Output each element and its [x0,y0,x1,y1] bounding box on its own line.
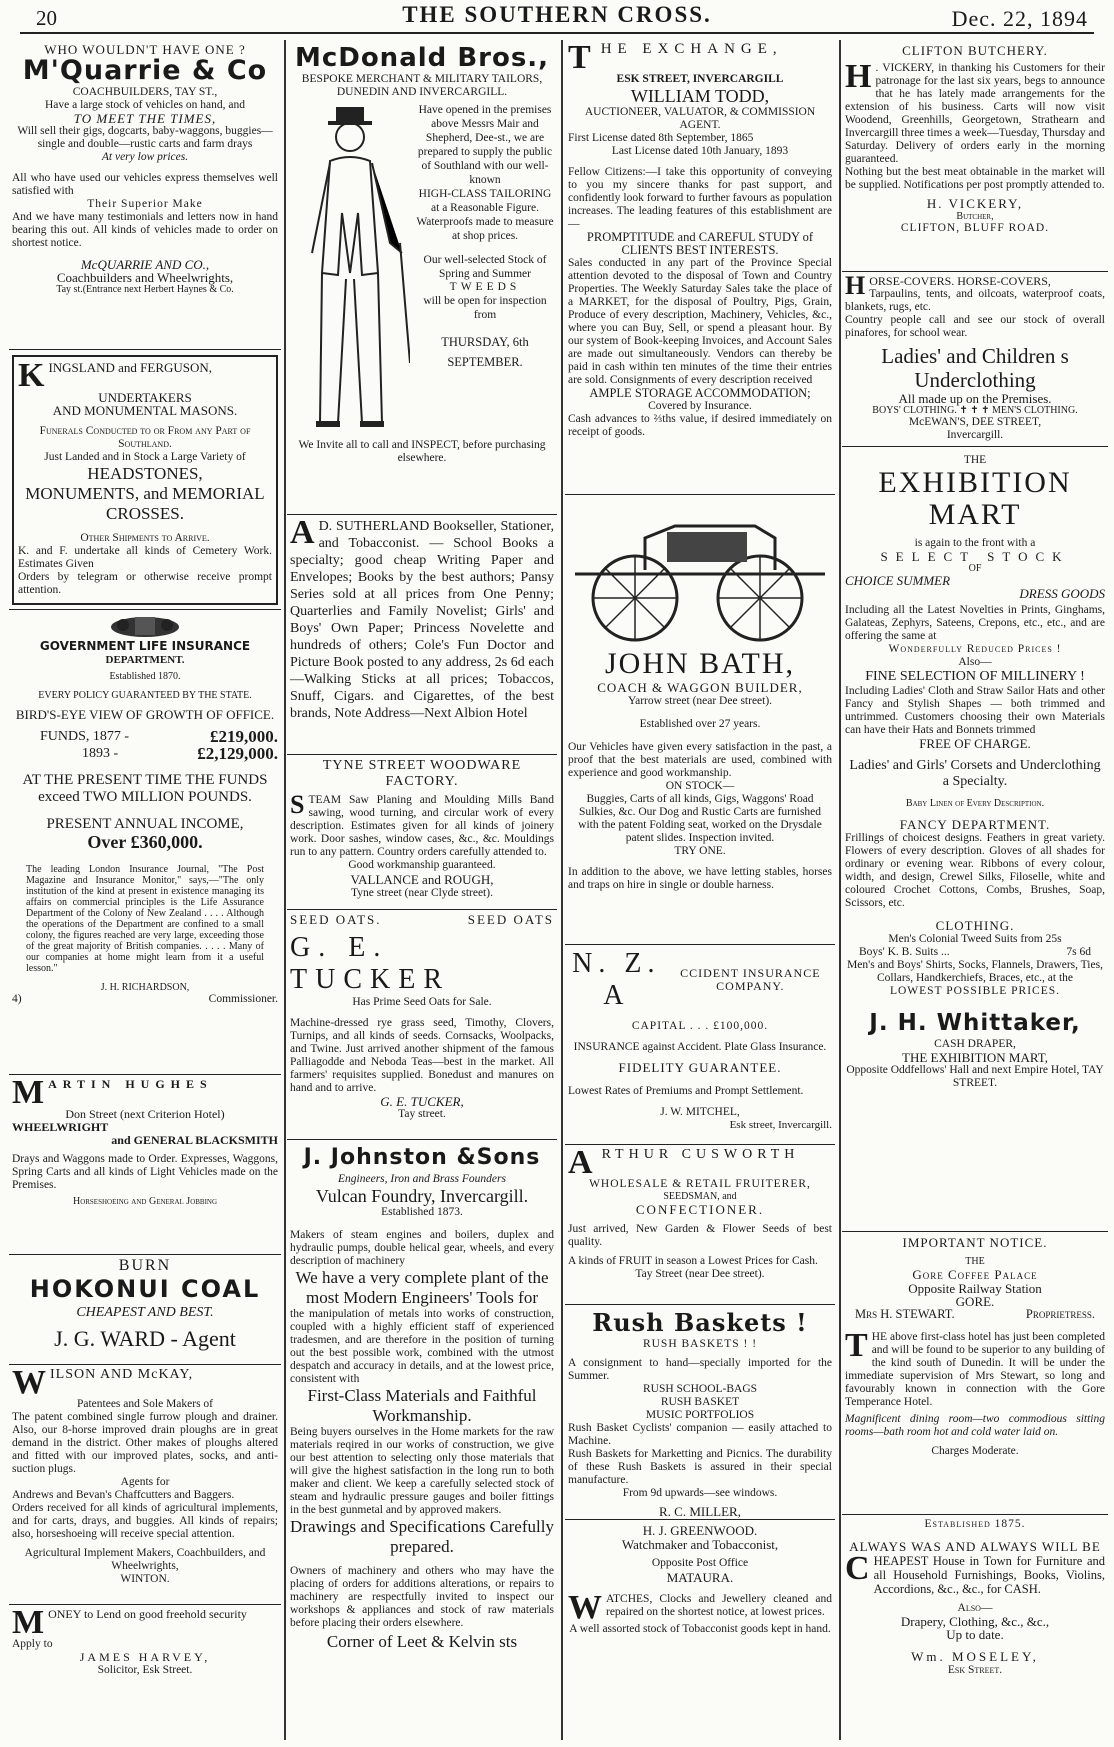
ad-text: MATAURA. [666,1570,734,1585]
price-value: 7s 6d [1066,946,1091,958]
ad-text: SEEDSMAN, and [663,1191,737,1202]
ad-text: Apply to [12,1638,53,1650]
drop-cap: A [568,1145,598,1181]
ad-text: BIRD'S-EYE VIEW OF GROWTH OF OFFICE. [15,707,275,722]
ad-headline: IMPORTANT NOTICE. [902,1235,1048,1250]
ad-text: AUCTIONEER, VALUATOR, & COMMISSION AGENT. [584,106,816,131]
ad-text: Drawings and Specifications Carefully prepared. [290,1517,554,1556]
drop-cap: M [12,1605,45,1641]
ad-tagline: CHEAPEST AND BEST. [76,1305,214,1320]
ad-text: Cash advances to ⅔ths value, if desired immediately on receipt of goods. [568,413,832,438]
ad-sutherland [287,515,557,755]
ad-text: A well assorted stock of Tobacconist goods kept in hand. [569,1623,831,1635]
ad-text: FANCY DEPARTMENT. [899,817,1051,832]
ad-headline: INGSLAND and FERGUSON, [48,360,213,375]
ad-text: In addition to the above, we have letting stables, horses and traps on hire in single or double harness. [568,866,832,891]
ad-text: Frillings of choicest designs. Feathers in great variety. Flowers of every description. Gloves of all shades for ordinary or evening wear. Ribbons of every colour, width, and design, Crewel Silks, Filoselle, white and coloured Crochet Cottons, Combs, Brushes, Soap, Scissors, etc. [845,832,1105,909]
ad-text: Rush Baskets for Marketting and Picnics. The durability of these Rush Baskets is assured in their special manufacture. [568,1448,832,1486]
drop-cap: T [568,40,597,76]
ad-text: Country people call and see our stock of overall pinafores, for school wear. [845,314,1105,339]
ad-text: SELECT STOCK [880,549,1070,564]
ad-text: We Invite all to call and INSPECT, before purchasing elsewhere. [298,439,546,464]
ad-text: Including all the Latest Novelties in Prints, Ginghams, Galateas, Zephyrs, Sateens, Crepons, etc., etc., and are offering the same at [845,604,1105,642]
ad-text: Their Superior Make [87,198,203,210]
ad-text: AT THE PRESENT TIME THE FUNDS exceed TWO MILLION POUNDS. [22,772,268,805]
ad-text: Sales conducted in any part of the Province Special attention devoted to the disposal of Town and Country Properties. The Weekly Saturday Sales take the place of a MARKET, for the disposal of Poultry, Pigs, Grain, Produce of every description, Machinery, Vehicles, &c., where you can Buy, Sell, or spend a pleasant hour. By our system of Book-keeping Invoices, and Account Sales are made out simultaneously. Vendors can thereby be paid in cash within ten minutes of the time their entries are sold. Consignments of every description received [568,257,832,386]
ad-johnston-sons [287,1140,557,1740]
ad-text: Drays and Waggons made to Order. Expresses, Waggons, Spring Carts and all kinds of Light Vehicles made on the Premises. [12,1153,278,1191]
ad-government-life [9,610,281,1075]
ad-text: First License dated 8th September, 1865 [568,132,754,144]
funds-label: 1893 - [82,746,119,761]
ad-exhibition-mart [842,447,1108,1232]
ad-text: DUNEDIN AND INVERCARGILL. [336,86,508,98]
ad-text: And we have many testimonials and letters now in hand bearing this out. All kinds of vehicles made to order on shortest notice. [12,211,278,249]
ad-text: Orders by telegram or otherwise receive prompt attention. [18,571,272,596]
ad-headline: ONEY to Lend on good freehold security [48,1607,247,1621]
ad-address: Tay street. [398,1108,446,1120]
ad-text: Also— [958,656,992,668]
ad-text: TRY ONE. [674,845,726,857]
ad-text: Magnificent dining room—two commodious sitting rooms—bath room hot and cold water laid on. [845,1413,1105,1438]
ad-signature: Wm. MOSELEY, [911,1649,1039,1664]
ad-text: WILLIAM TODD, [630,86,770,106]
drop-cap: S [290,790,305,819]
ad-text: Coachbuilders and Wheelwrights, [56,270,234,285]
ad-nza-insurance [565,945,835,1145]
ad-text: Commissioner. [208,993,278,1005]
ad-text: Established 1870. [109,671,181,682]
ad-text: CCIDENT INSURANCE COMPANY. [680,966,821,993]
ad-text: WINTON. [120,1573,170,1585]
ad-text: CONFECTIONER. [635,1202,765,1217]
ad-text: Orders received for all kinds of agricultural implements, and for carts, drays, and buggies. All kinds of repairs; also, horseshoeing will receive special attention. [12,1502,278,1540]
drop-cap: K [18,357,45,394]
ad-headline: TYNE STREET WOODWARE FACTORY. [322,758,522,789]
ad-text: CHOICE SUMMER [845,573,951,588]
ad-text: All made up on the Premises. [898,391,1052,406]
ad-text: Horseshoeing and General Jobbing [72,1196,218,1207]
ad-text: All who have used our vehicles express themselves well satisfied with [12,172,278,197]
ad-text: Just arrived, New Garden & Flower Seeds of best quality. [568,1223,832,1248]
ad-text: GORE. [955,1294,995,1309]
ad-text: WHEELWRIGHT [12,1120,109,1134]
ad-signature: J. H. RICHARDSON, [100,982,190,993]
ad-text: HIGH-CLASS TAILORING [418,188,552,200]
ad-kingsland [9,350,281,610]
ad-text: MUSIC PORTFOLIOS [645,1409,755,1421]
drop-cap: W [12,1365,46,1401]
ad-text: From 9d upwards—see windows. [622,1487,778,1499]
ad-headline: JOHN BATH, [604,647,795,680]
ad-text: Buggies, Carts of all kinds, Gigs, Waggons' Road Sulkies, &c. Our Dog and Rustic Carts are furnished with the patent Folding seat, worked on the Drysdale patent slides. Inspection invited. [578,793,822,844]
ad-text: BURN [118,1257,172,1274]
ad-text: Our well-selected Stock of Spring and Summer [423,254,547,280]
ad-signature: VALLANCE and ROUGH, [350,872,494,887]
price-label: Boys' K. B. Suits ... [859,946,950,958]
ad-gore-coffee-palace [842,1232,1108,1515]
masthead [20,2,1094,34]
ad-text: TO MEET THE TIMES, [73,111,217,126]
ad-text: Waterproofs made to measure at shop prices. [416,216,554,242]
ad-text: FINE SELECTION OF MILLINERY ! [865,669,1085,684]
ad-mcewans [842,272,1108,447]
ad-address: Esk Street. [947,1664,1003,1676]
ad-text: Opposite Railway Station [908,1281,1042,1296]
ad-address: Esk street, Invercargill. [729,1119,832,1131]
ad-text: BESPOKE MERCHANT & MILITARY TAILORS, [301,73,543,85]
ad-text: Will sell their gigs, dogcarts, baby-waggons, buggies—single and double—rustic carts and farm drays [17,125,273,150]
ad-text: Established over 27 years. [639,718,761,730]
ad-text: Agents for [120,1476,170,1488]
ad-headline: H. J. GREENWOOD. [642,1523,758,1538]
ad-text: Just Landed and in Stock a Large Variety of [44,451,246,463]
ad-address: ESK STREET, INVERCARGILL [616,73,784,85]
ad-text: is again to the front with a [914,537,1036,549]
coat-of-arms-icon [105,613,185,639]
ad-text: WHOLESALE & RETAIL FRUITERER, [589,1178,811,1190]
ad-text: Makers of steam engines and boilers, duplex and hydraulic pumps, double helical gear, wheels, and every description of machinery [290,1229,554,1267]
ad-signature: H. VICKERY, [926,196,1024,211]
ad-signature: J. H. Whittaker, [869,1010,1081,1036]
column-rule [839,40,841,1740]
ad-text: A consignment to hand—specially imported for the Summer. [568,1357,832,1382]
ad-text: INSURANCE against Accident. Plate Glass Insurance. [573,1041,827,1053]
ad-text: Established 1873. [381,1206,463,1218]
ad-text: THE [965,1256,985,1267]
ad-text: UNDERTAKERS [98,390,192,405]
ad-text: At very low prices. [101,151,189,163]
ad-the-exchange [565,40,835,495]
ad-headline: G. E. TUCKER [290,932,450,995]
ad-kicker: WHO WOULDN'T HAVE ONE ? [44,42,246,57]
buggy-illustration-icon [575,498,825,648]
funds-label: FUNDS, 1877 - [40,729,130,744]
ad-text: McEWAN'S, DEE STREET, [908,416,1042,428]
ad-clifton-butchery [842,40,1108,272]
ad-text: Machine-dressed rye grass seed, Timothy, Clovers, Turnips, and all kinds of seeds. Cornsacks, Woolpacks, and Twine. Just arrived another shipment of the famous Palliagodde and Neboda Teas—best in the market. All farmers' requisites supplied. Bonedust and manures on hand and to arrive. [290,1017,554,1094]
ad-text: Our Vehicles have given every satisfaction in the past, a proof that the best materials are used, combined with experience and good workmanship. [568,741,832,779]
ad-headline: M'Quarrie & Co [22,55,268,86]
ad-text: PRESENT ANNUAL INCOME, [46,816,244,832]
ad-text: Men's Colonial Tweed Suits from 25s [888,933,1062,945]
ad-tucker [287,910,557,1140]
ad-text: OF [968,563,982,574]
ad-text: TEAM Saw Planing and Moulding Mills Band sawing, wood turning, and circular work of every description. Estimates given for all kinds of joinery work. Door sashes, window cases, &c., &c. Mouldings run to any pattern. Country orders carefully attended to. [290,794,554,858]
proprietor-name: Mrs H. STEWART. [855,1307,955,1321]
column-rule [561,40,563,1740]
ad-text: Men's and Boys' Shirts, Socks, Flannels, Drawers, Ties, Collars, Handkerchiefs, Braces, etc., at the [847,959,1103,984]
ad-subhead: COACHBUILDERS, TAY ST., [72,86,218,98]
ad-headline: J. Johnston &Sons [303,1145,541,1170]
ad-text: RUSH BASKET [660,1396,740,1408]
ad-text: Funerals Conducted to or From any Part of Southland. [39,425,251,450]
ad-text: PROMPTITUDE and CAREFUL STUDY of CLIENTS BEST INTERESTS. [586,230,814,257]
ad-address: Invercargill. [946,429,1004,441]
ad-martin-hughes [9,1075,281,1255]
ad-text: FIDELITY GUARANTEE. [618,1060,782,1075]
ad-number: 4) [12,993,22,1005]
ad-text: Owners of machinery and others who may have the placing of orders for additions alterations, or repairs to machinery are respectfully invited to inspect our workshops & appliances and stock of raw materials before placing their orders elsewhere. [290,1565,554,1629]
column-1 [9,40,281,1740]
ad-text: HE above first-class hotel has just been completed and will be found to be superior to any building of the kind south of Dunedin. It will be under the immediate supervision of Mrs Stewart, so long and favourably known in connection with the Gore Temperance Hotel. [845,1331,1105,1408]
drop-cap: W [568,1589,602,1626]
ad-signature: R. C. MILLER, [659,1504,741,1519]
ad-greenwood [565,1520,835,1700]
funds-value: £219,000. [210,727,278,746]
ad-headline: N. Z. A [572,948,661,1011]
ad-address: Corner of Leet & Kelvin sts [326,1632,518,1651]
ad-text: the manipulation of metals into works of construction, coupled with a highly efficient staff of experienced tradesmen, and are therefore in the position of turning out the best possible work, combined with the utmost despatch and accuracy in details, and at the lowest price, consistent with [290,1308,554,1385]
drop-cap: C [845,1550,870,1587]
ad-headline: ORSE-COVERS. HORSE-COVERS, [869,274,1051,288]
gentleman-illustration-icon [290,103,410,433]
ad-signature: G. E. TUCKER, [380,1094,464,1109]
column-rule [284,40,286,1740]
ad-text: Being buyers ourselves in the Home markets for the raw materials reqired in our works of construction, we give our best attention to selecting only those materials that will give the highest satisfaction in the long run to both maker and client. We keep a carefully selected stock of steam and hydraulic pressure gauges and boiler fittings in the best gunmetal and by approved makers. [290,1426,554,1516]
ad-text: Solicitor, Esk Street. [97,1664,193,1676]
ad-text: and GENERAL BLACKSMITH [111,1133,278,1147]
ad-text: Drapery, Clothing, &c., &c., [900,1614,1050,1629]
ad-text: Agricultural Implement Makers, Coachbuilders, and Wheelwrights, [24,1547,266,1572]
ad-text: Other Shipments to Arrive. [80,532,210,544]
ad-text: MONUMENTS, and MEMORIAL CROSSES. [25,484,265,523]
ad-quote: The leading London Insurance Journal, "The Post Magazine and Insurance Monitor," says,—"The only institution of the kind at present in existence managing its affairs on commercial principles is the Life Assurance Department of the Colony of New Zealand . . . . Although the operations of the Department are confined to a small colony, the figures reached are very large, exceeding those of the great majority of British companies. . . . . Many of our companies at home might learn from it a useful lesson." [26,864,264,974]
ad-address: Yarrow street (near Dee street). [627,695,773,707]
ad-text: Opposite Post Office [651,1557,749,1569]
ad-text: We have a very complete plant of the most Modern Engineers' Tools for [295,1268,549,1307]
ad-text: J. G. WARD - Agent [54,1326,236,1351]
drop-cap: A [290,515,315,551]
ad-text: TWEEDS [449,281,521,293]
ad-text: THE EXHIBITION MART, [902,1050,1048,1065]
ad-text: Have opened in the premises above Messrs Mair and Shepherd, Dee-st., we are prepared to supply the public of Southland with our well-known [417,104,553,186]
ad-rush-baskets [565,1305,835,1520]
ad-text: Nothing but the best meat obtainable in the market will be supplied. Notifications per post promptly attended to. [845,166,1105,191]
column-3 [565,40,835,1740]
ad-john-bath [565,495,835,945]
drop-cap: M [12,1075,45,1111]
ad-headline: ILSON AND McKAY, [50,1367,194,1382]
ad-text: FREE OF CHARGE. [919,736,1031,751]
ad-text: JAMES HARVEY, [79,1650,211,1664]
ad-text: RUSH BASKETS ! ! [642,1338,758,1350]
ad-text: A kinds of FRUIT in season a Lowest Prices for Cash. [568,1255,818,1267]
ad-text: Patentees and Sole Makers of [76,1398,214,1410]
ad-text: Has Prime Seed Oats for Sale. [352,996,492,1008]
ad-headline: EXHIBITION [878,466,1072,499]
drop-cap: H [845,272,866,300]
ad-text: K. and F. undertake all kinds of Cemetery Work. Estimates Given [18,545,272,570]
ad-text: Over £360,000. [87,832,203,852]
ad-text: Have a large stock of vehicles on hand, and [44,99,245,111]
ad-text: . VICKERY, in thanking his Customers for their patronage for the last six years, begs to announce that he has lately made arrangements for the extension of his business. Carts will now visit Woodend, Greenhills, Georgetown, Strathearn and Invercargill three times a week—Tuesday, Thursday and Saturday. Delivery of orders early in the morning guaranteed. [845,62,1105,165]
ad-arthur-cusworth [565,1145,835,1305]
ad-text: Vulcan Foundry, Invercargill. [315,1186,529,1206]
ad-text: The patent combined single furrow plough and drainer. Also, our 8-horse improved drain ploughs are in great demand in the district. Other makes of ploughs altered and fitted with our improved plates, socks, and anti-suction plugs. [12,1411,278,1475]
ad-text: Tarpaulins, tents, and oilcoats, waterproof coats, blankets, rugs, etc. [845,288,1105,313]
ad-text: Don Street (next Criterion Hotel) [65,1107,225,1121]
ad-text: will be open for inspection from [423,295,547,321]
ad-text: First-Class Materials and Faithful Workmanship. [307,1386,537,1425]
issue-date: Dec. 22, 1894 [951,6,1088,31]
proprietor-role: Proprietress. [1025,1307,1095,1321]
ad-text: EVERY POLICY GUARANTEED BY THE STATE. [38,690,252,701]
ad-text: Also— [957,1602,993,1614]
ad-headline: RTHUR CUSWORTH [601,1147,800,1162]
ad-text: Ladies' and Girls' Corsets and Underclothing a Specialty. [849,758,1101,789]
ad-text: ATCHES, Clocks and Jewellery cleaned and repaired on the shortest notice, at lowest prices. [606,1593,832,1618]
ad-text: Butcher, [956,211,994,222]
ad-text: AND MONUMENTAL MASONS. [52,403,238,418]
funds-value: £2,129,000. [197,744,278,763]
drop-cap: T [845,1327,868,1364]
ad-text: AMPLE STORAGE ACCOMMODATION; [589,386,811,400]
ad-headline: McDonald Bros., [294,43,550,73]
ad-address: Opposite Oddfellows' Hall and next Empire Hotel, TAY STREET. [846,1064,1104,1089]
ad-headline: GOVERNMENT LIFE INSURANCE [39,639,251,653]
ad-james-harvey [9,1605,281,1715]
ad-address: Tyne street (near Clyde street). [351,887,493,899]
ad-text: ON STOCK— [665,780,735,792]
ad-wilson-mckay [9,1365,281,1605]
ad-text: Including Ladies' Cloth and Straw Sailor Hats and other Fancy and Stylish Shapes — both trimmed and untrimmed. Customers choosing their own Materials can have their Hats and Bonnets trimmed [845,685,1105,736]
ad-hokonui-coal [9,1255,281,1365]
ad-text: CAPITAL . . . £100,000. [631,1020,769,1032]
ad-text: Fellow Citizens:—I take this opportunity of conveying to you my sincere thanks for past support, and confidently look forward to further favours as population increases. The leading features of this establishment are— [568,166,832,230]
ad-headline: CLIFTON BUTCHERY. [902,43,1048,58]
drop-cap: H [845,58,872,95]
ad-text: RUSH SCHOOL-BAGS [642,1383,758,1395]
ad-mcdonald-bros [287,40,557,515]
ad-moseley [842,1515,1108,1735]
ad-mquarrie [9,40,281,350]
ad-text: Established 1875. [924,1518,1026,1530]
ad-headline: ALWAYS WAS AND ALWAYS WILL BE [849,1539,1101,1554]
ad-text: Lowest Rates of Premiums and Prompt Settlement. [568,1085,804,1097]
ad-address: CLIFTON, BLUFF ROAD. [900,222,1050,234]
ad-text: Rush Basket Cyclists' companion — easily attached to Machine. [568,1422,832,1447]
paper-title: THE SOUTHERN CROSS. [402,2,712,27]
ad-text: CASH DRAPER, [934,1038,1016,1050]
ad-signature: McQUARRIE AND CO., [80,257,210,272]
ad-text: Gore Coffee Palace [912,1267,1038,1282]
ad-headline: Rush Baskets ! [592,1308,808,1337]
ad-headline: ARTIN HUGHES [48,1077,213,1091]
ad-text: Last License dated 10th January, 1893 [611,145,789,157]
ad-text: Andrews and Bevan's Chaffcutters and Baggers. [12,1489,235,1501]
ad-text: SEED OATS. [290,912,382,927]
ad-text: Watchmaker and Tobacconist, [621,1537,779,1552]
ad-text: LOWEST POSSIBLE PRICES. [889,985,1061,997]
ad-text: Engineers, Iron and Brass Founders [338,1173,506,1185]
ad-text: THE [963,454,987,466]
ad-text: DEPARTMENT. [105,654,185,666]
column-2 [287,40,557,1740]
ad-text: CLOTHING. [935,918,1015,933]
ad-text: Underclothing [914,368,1036,392]
ad-text: HEADSTONES, [87,464,203,483]
ad-signature: J. W. MITCHEL, [660,1106,740,1118]
ad-text: HEAPEST House in Town for Furniture and all Household Furnishings, Books, Violins, Accordions, &c., &c., for CASH. [873,1554,1105,1596]
column-4 [842,40,1108,1740]
ad-headline: MART [928,498,1022,531]
ad-text: at a Reasonable Figure. [431,202,539,214]
ad-text: Up to date. [946,1627,1004,1642]
ad-address: Tay Street (near Dee street). [635,1268,765,1280]
ad-text: Baby Linen of Every Description. [905,798,1045,809]
ad-text: THURSDAY, 6th SEPTEMBER. [441,335,529,369]
ad-tyne-street [287,755,557,910]
ad-text: Covered by Insurance. [648,400,752,412]
ad-text: SEED OATS [467,912,554,927]
ad-text: COACH & WAGGON BUILDER, [597,680,803,695]
ad-text: D. SUTHERLAND Bookseller, Stationer, and Tobacconist. — School Books a specialty; good cheap Writing Paper and Envelopes; Books by the best authors; Pansy Series sold at all prices from One Penny; Quarterlies and Family Novelist; Girls' and Boys' Own Paper; Princess Novelette and hundreds of others; Cole's Fun Doctor and Picture Book posted to any address, 2s 6d each —Walking Sticks at all prices; Tobaccos, Snuff, Cigars. and Cigarettes, of the best brands, Note Address—Next Albion Hotel [290,519,554,721]
page-number: 20 [36,6,57,30]
ad-text: Good workmanship guaranteed. [348,859,496,871]
ad-address: Tay st.(Entrance next Herbert Haynes & Co. [56,284,234,295]
ad-text: BOYS' CLOTHING. ✝ ✝ ✝ MEN'S CLOTHING. [872,405,1078,416]
ad-headline: HE EXCHANGE, [600,41,783,57]
ad-text: Ladies' and Children s [881,344,1069,368]
ad-headline: HOKONUI COAL [29,1275,261,1303]
ad-text: Wonderfully Reduced Prices ! [888,643,1062,655]
ad-text: DRESS GOODS [1019,586,1105,601]
ad-text: Charges Moderate. [931,1445,1019,1457]
